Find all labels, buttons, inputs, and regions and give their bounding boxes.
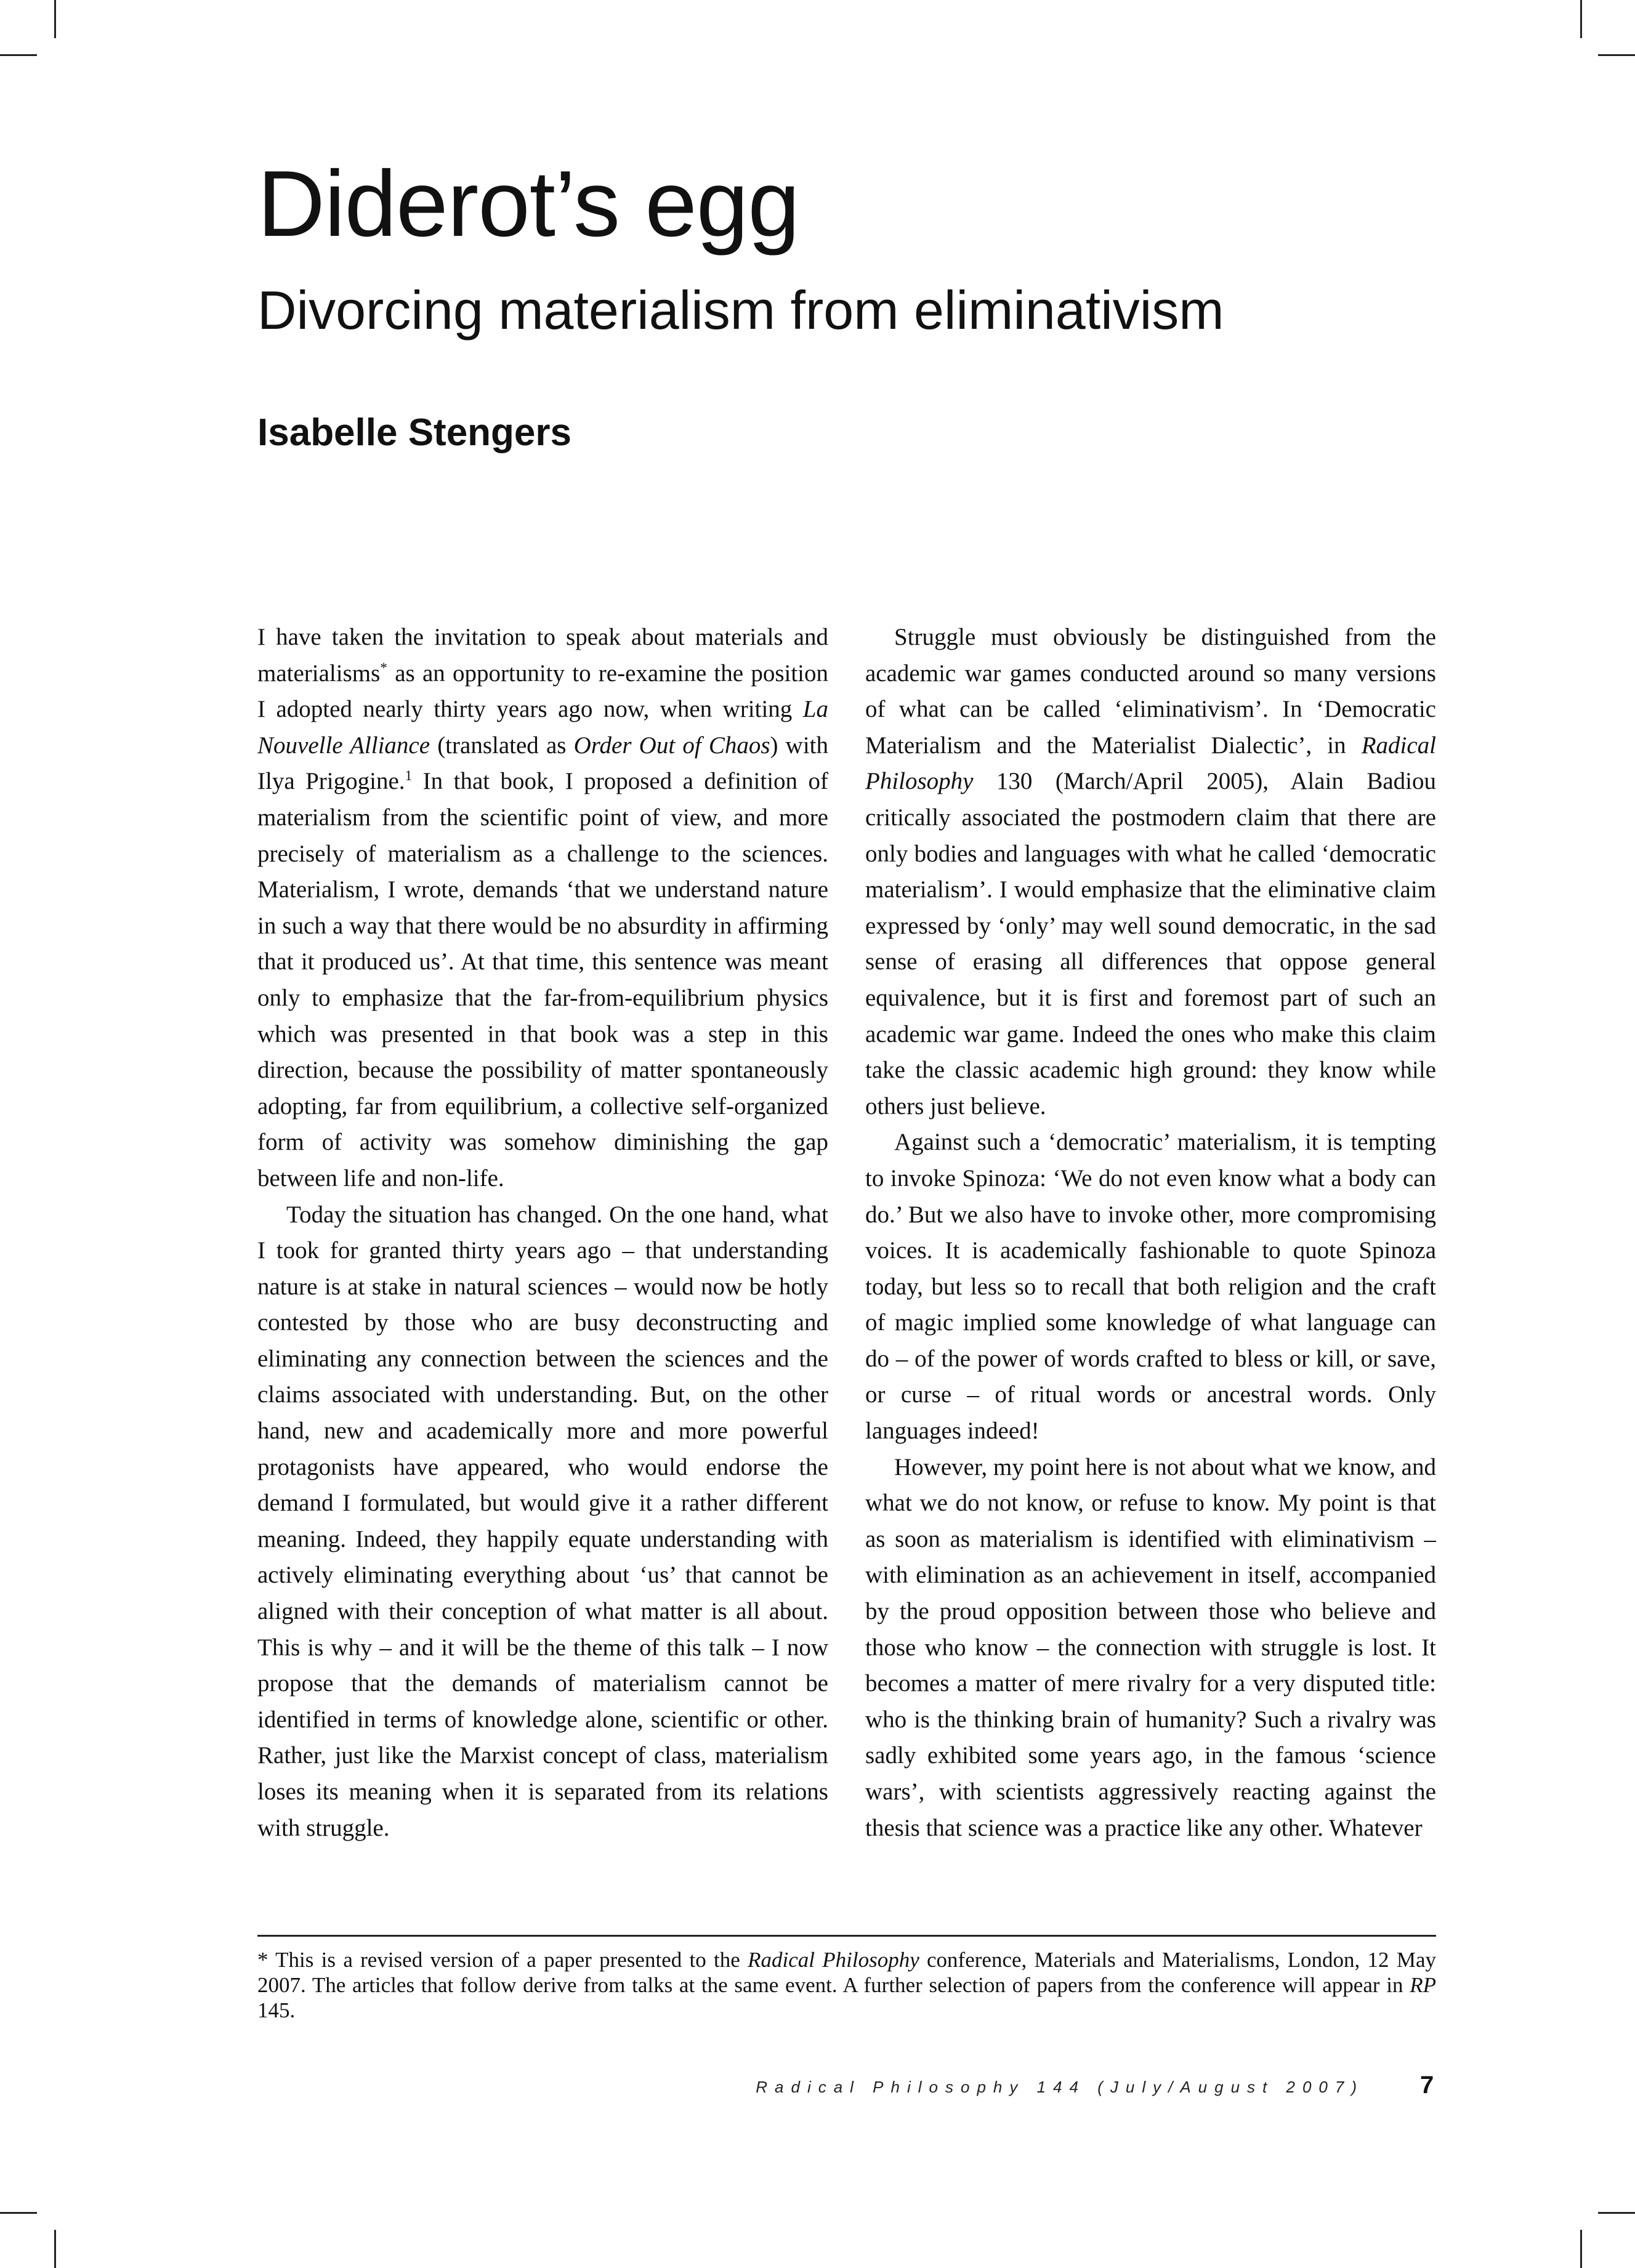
conference-footnote-marker: * (380, 660, 387, 676)
right-paragraph-3: However, my point here is not about what we know, and what we do not know, or refuse to know. My point is that as soon as materialism is identified with eliminativism – with elimination as an achievement in itself, accompanied by the proud opposition between those who believe and those who know – the connection with struggle is lost. It becomes a matter of mere rivalry for a very disputed title: who is the thinking brain of humanity? Such a rivalry was sadly exhibited some years ago, in the famous ‘science wars’, with scientists aggressively reacting against the thesis that science was a practice like any other. Whatever (865, 1453, 1436, 1841)
journal-title: Radical Philosophy (865, 732, 1436, 795)
crop-mark (0, 54, 37, 56)
footnote (257, 1947, 1436, 2023)
crop-mark (1598, 2212, 1635, 2214)
text-run: I have taken the invitation to speak about materials and materialisms (257, 624, 828, 687)
left-paragraph-2: Today the situation has changed. On the one hand, what I took for granted thirty years ago – that understanding nature is at stake in natural sciences – would now be hotly contested by those who are busy deconstructing and eliminating any connection between the sciences and the claims associated with understanding. But, on the other hand, new and academically more and more powerful protagonists have appeared, who would endorse the demand I formulated, but would give it a rather different meaning. Indeed, they happily equate understanding with actively eliminating everything about ‘us’ that cannot be aligned with their conception of what matter is all about. This is why – and it will be the theme of this talk – I now propose that the demands of materialism cannot be identified in terms of knowledge alone, scientific or other. Rather, just like the Marxist concept of class, materialism loses its meaning when it is separated from its relations with struggle. (257, 1201, 828, 1841)
crop-mark (0, 2212, 37, 2214)
article-subtitle: Divorcing materialism from eliminativism (257, 280, 1224, 341)
footnote-rule (257, 1935, 1436, 1937)
book-translation-title: Order Out of Chaos (573, 732, 770, 759)
left-column (257, 619, 828, 1919)
right-paragraph-2: Against such a ‘democratic’ materialism, it is tempting to invoke Spinoza: ‘We do not even know what a body can do.’ But we also have to invoke other, more compromising voices. It is academically fashionable to quote Spinoza today, but less so to recall that both religion and the craft of magic implied some knowledge of what language can do – of the power of words crafted to bless or kill, or save, or curse – of ritual words or ancestral words. Only languages indeed! (865, 1129, 1436, 1445)
endnote-marker: 1 (405, 768, 413, 785)
article-author: Isabelle Stengers (257, 411, 572, 454)
right-column (865, 619, 1436, 1919)
crop-mark (54, 0, 56, 38)
text-run: 130 (March/April 2005), Alain Badiou critically associated the postmodern claim that there are only bodies and languages with what he called ‘democratic materialism’. I would emphasize that the eliminative claim expressed by ‘only’ may well sound democratic, in the sad sense of erasing all differences that oppose general equivalence, but it is first and foremost part of such an academic war game. Indeed the ones who make this claim take the classic academic high ground: they know while others just believe. (865, 768, 1436, 1120)
page-number: 7 (1420, 2072, 1434, 2099)
crop-mark (1580, 2230, 1582, 2268)
journal-title: Radical Philosophy (748, 1948, 919, 1972)
article-title: Diderot’s egg (257, 151, 799, 256)
text-run: conference, Materials and Materialisms, London, 12 May 2007. The articles that follow derive from talks at the same event. A further selection of papers from the conference will appear in (257, 1948, 1436, 1997)
crop-mark (1580, 0, 1582, 38)
running-footer-journal: Radical Philosophy 144 (July/August 2007) (756, 2078, 1364, 2096)
journal-abbreviation: RP (1410, 1973, 1436, 1997)
text-run: ) with Ilya Prigogine. (257, 732, 828, 795)
right-paragraph-1 (865, 619, 1436, 1124)
text-run: (translated as (430, 732, 574, 759)
text-run: Struggle must obviously be distinguished from the academic war games conducted around so many versions of what can be called ‘eliminativism’. In ‘Democratic Materialism and the Materialist Dialectic’, in (865, 624, 1436, 759)
text-run: as an opportunity to re-examine the position I adopted nearly thirty years ago now, when writing (257, 660, 828, 723)
crop-mark (54, 2230, 56, 2268)
text-run: In that book, I proposed a definition of materialism from the scientific point of view, and more precisely of materialism as a challenge to the sciences. Materialism, I wrote, demands ‘that we understand nature in such a way that there would be no absurdity in affirming that it produced us’. At that time, this sentence was meant only to emphasize that the far-from-equilibrium physics which was presented in that book was a step in this direction, because the possibility of matter spontaneously adopting, far from equilibrium, a collective self-organized form of activity was somehow diminishing the gap between life and non-life. (257, 768, 828, 1192)
left-paragraph-1 (257, 619, 828, 1197)
text-run: 145. (257, 1998, 296, 2022)
crop-mark (1598, 54, 1635, 56)
book-title: La Nouvelle Alliance (257, 696, 828, 759)
text-run: * This is a revised version of a paper presented to the (257, 1948, 748, 1972)
